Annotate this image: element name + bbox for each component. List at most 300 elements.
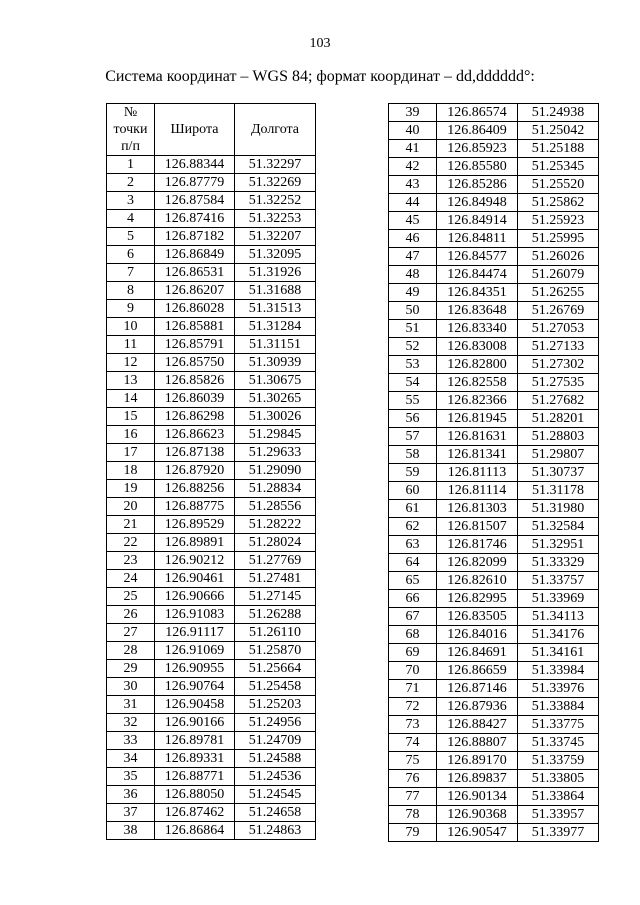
table-row — [389, 122, 599, 140]
latitude-cell: 126.84474 — [437, 266, 518, 284]
point-number-cell: 37 — [107, 804, 155, 822]
table-row — [107, 300, 316, 318]
longitude-cell: 51.27769 — [235, 552, 316, 570]
latitude-cell: 126.82610 — [437, 572, 518, 590]
point-number-cell: 22 — [107, 534, 155, 552]
point-number-cell: 73 — [389, 716, 437, 734]
header-number-word: точки — [113, 122, 148, 137]
table-row — [107, 624, 316, 642]
latitude-cell: 126.83505 — [437, 608, 518, 626]
latitude-cell: 126.82995 — [437, 590, 518, 608]
page-number: 103 — [309, 36, 331, 51]
longitude-cell: 51.34113 — [518, 608, 599, 626]
point-number-cell: 9 — [107, 300, 155, 318]
longitude-cell: 51.33329 — [518, 554, 599, 572]
latitude-cell: 126.84016 — [437, 626, 518, 644]
longitude-cell: 51.31513 — [235, 300, 316, 318]
header-number-abbr: п/п — [121, 139, 140, 154]
point-number-cell: 51 — [389, 320, 437, 338]
table-row — [389, 770, 599, 788]
table-row — [107, 354, 316, 372]
longitude-cell: 51.33976 — [518, 680, 599, 698]
point-number-cell: 43 — [389, 176, 437, 194]
point-number-cell: 48 — [389, 266, 437, 284]
longitude-cell: 51.32252 — [235, 192, 316, 210]
latitude-cell: 126.87584 — [155, 192, 235, 210]
point-number-cell: 16 — [107, 426, 155, 444]
point-number-cell: 74 — [389, 734, 437, 752]
point-number-cell: 52 — [389, 338, 437, 356]
point-number-cell: 12 — [107, 354, 155, 372]
longitude-cell: 51.33759 — [518, 752, 599, 770]
latitude-cell: 126.90461 — [155, 570, 235, 588]
point-number-cell: 17 — [107, 444, 155, 462]
point-number-cell: 64 — [389, 554, 437, 572]
table-row — [107, 444, 316, 462]
longitude-cell: 51.25345 — [518, 158, 599, 176]
latitude-cell: 126.84577 — [437, 248, 518, 266]
table-row — [389, 338, 599, 356]
table-row — [389, 752, 599, 770]
point-number-cell: 44 — [389, 194, 437, 212]
longitude-cell: 51.25870 — [235, 642, 316, 660]
longitude-cell: 51.31688 — [235, 282, 316, 300]
point-number-cell: 47 — [389, 248, 437, 266]
point-number-cell: 79 — [389, 824, 437, 842]
longitude-cell: 51.25520 — [518, 176, 599, 194]
point-number-cell: 77 — [389, 788, 437, 806]
table-row — [107, 228, 316, 246]
point-number-cell: 28 — [107, 642, 155, 660]
table-row — [107, 588, 316, 606]
point-number-cell: 54 — [389, 374, 437, 392]
latitude-cell: 126.90166 — [155, 714, 235, 732]
coordinates-table-left — [106, 103, 316, 840]
latitude-cell: 126.89891 — [155, 534, 235, 552]
latitude-cell: 126.83648 — [437, 302, 518, 320]
point-number-cell: 75 — [389, 752, 437, 770]
table-row — [107, 534, 316, 552]
longitude-cell: 51.31151 — [235, 336, 316, 354]
latitude-cell: 126.84914 — [437, 212, 518, 230]
table-row — [389, 554, 599, 572]
longitude-cell: 51.26255 — [518, 284, 599, 302]
latitude-cell: 126.84811 — [437, 230, 518, 248]
latitude-cell: 126.86659 — [437, 662, 518, 680]
table-row — [107, 552, 316, 570]
point-number-cell: 60 — [389, 482, 437, 500]
longitude-cell: 51.25923 — [518, 212, 599, 230]
table-row — [389, 410, 599, 428]
latitude-cell: 126.87146 — [437, 680, 518, 698]
longitude-cell: 51.28834 — [235, 480, 316, 498]
longitude-cell: 51.25042 — [518, 122, 599, 140]
longitude-cell: 51.27133 — [518, 338, 599, 356]
longitude-cell: 51.30737 — [518, 464, 599, 482]
longitude-cell: 51.24709 — [235, 732, 316, 750]
longitude-cell: 51.26026 — [518, 248, 599, 266]
table-row — [389, 428, 599, 446]
point-number-cell: 69 — [389, 644, 437, 662]
point-number-cell: 61 — [389, 500, 437, 518]
point-number-cell: 13 — [107, 372, 155, 390]
point-number-cell: 45 — [389, 212, 437, 230]
longitude-cell: 51.24658 — [235, 804, 316, 822]
latitude-cell: 126.83340 — [437, 320, 518, 338]
point-number-cell: 55 — [389, 392, 437, 410]
latitude-cell: 126.84691 — [437, 644, 518, 662]
point-number-cell: 65 — [389, 572, 437, 590]
point-number-cell: 26 — [107, 606, 155, 624]
point-number-cell: 67 — [389, 608, 437, 626]
point-number-cell: 42 — [389, 158, 437, 176]
latitude-cell: 126.89781 — [155, 732, 235, 750]
longitude-cell: 51.32253 — [235, 210, 316, 228]
point-number-cell: 72 — [389, 698, 437, 716]
longitude-cell: 51.33984 — [518, 662, 599, 680]
latitude-cell: 126.86039 — [155, 390, 235, 408]
point-number-cell: 7 — [107, 264, 155, 282]
longitude-cell: 51.29807 — [518, 446, 599, 464]
latitude-cell: 126.81113 — [437, 464, 518, 482]
table-row — [107, 462, 316, 480]
longitude-cell: 51.28222 — [235, 516, 316, 534]
point-number-cell: 53 — [389, 356, 437, 374]
point-number-cell: 10 — [107, 318, 155, 336]
latitude-cell: 126.88807 — [437, 734, 518, 752]
table-row — [107, 804, 316, 822]
latitude-cell: 126.87182 — [155, 228, 235, 246]
table-row — [389, 518, 599, 536]
latitude-cell: 126.90547 — [437, 824, 518, 842]
longitude-cell: 51.33805 — [518, 770, 599, 788]
longitude-cell: 51.30026 — [235, 408, 316, 426]
header-latitude: Широта — [155, 104, 235, 156]
point-number-cell: 62 — [389, 518, 437, 536]
point-number-cell: 34 — [107, 750, 155, 768]
point-number-cell: 35 — [107, 768, 155, 786]
point-number-cell: 41 — [389, 140, 437, 158]
table-row — [107, 426, 316, 444]
latitude-cell: 126.81631 — [437, 428, 518, 446]
latitude-cell: 126.82099 — [437, 554, 518, 572]
point-number-cell: 24 — [107, 570, 155, 588]
table-row — [107, 192, 316, 210]
table-row — [389, 212, 599, 230]
longitude-cell: 51.26769 — [518, 302, 599, 320]
latitude-cell: 126.87936 — [437, 698, 518, 716]
table-row — [107, 372, 316, 390]
longitude-cell: 51.28556 — [235, 498, 316, 516]
table-row — [389, 590, 599, 608]
longitude-cell: 51.31178 — [518, 482, 599, 500]
point-number-cell: 6 — [107, 246, 155, 264]
table-row — [107, 174, 316, 192]
latitude-cell: 126.89170 — [437, 752, 518, 770]
header-point-number — [107, 104, 155, 156]
latitude-cell: 126.81341 — [437, 446, 518, 464]
longitude-cell: 51.24938 — [518, 104, 599, 122]
longitude-cell: 51.33977 — [518, 824, 599, 842]
table-row — [107, 336, 316, 354]
table-row — [389, 356, 599, 374]
table-row — [107, 696, 316, 714]
latitude-cell: 126.88427 — [437, 716, 518, 734]
latitude-cell: 126.86207 — [155, 282, 235, 300]
latitude-cell: 126.88771 — [155, 768, 235, 786]
longitude-cell: 51.25862 — [518, 194, 599, 212]
longitude-cell: 51.24536 — [235, 768, 316, 786]
table-row — [107, 516, 316, 534]
longitude-cell: 51.31926 — [235, 264, 316, 282]
table-row — [389, 572, 599, 590]
table-row — [389, 302, 599, 320]
point-number-cell: 8 — [107, 282, 155, 300]
longitude-cell: 51.25188 — [518, 140, 599, 158]
latitude-cell: 126.82366 — [437, 392, 518, 410]
table-row — [389, 716, 599, 734]
point-number-cell: 2 — [107, 174, 155, 192]
table-row — [389, 608, 599, 626]
latitude-cell: 126.88344 — [155, 156, 235, 174]
point-number-cell: 66 — [389, 590, 437, 608]
table-row — [389, 248, 599, 266]
longitude-cell: 51.27302 — [518, 356, 599, 374]
table-row — [389, 500, 599, 518]
latitude-cell: 126.90368 — [437, 806, 518, 824]
point-number-cell: 14 — [107, 390, 155, 408]
longitude-cell: 51.27535 — [518, 374, 599, 392]
point-number-cell: 63 — [389, 536, 437, 554]
latitude-cell: 126.81746 — [437, 536, 518, 554]
table-header-row — [107, 104, 316, 156]
longitude-cell: 51.25664 — [235, 660, 316, 678]
latitude-cell: 126.90955 — [155, 660, 235, 678]
longitude-cell: 51.28803 — [518, 428, 599, 446]
table-row — [389, 680, 599, 698]
latitude-cell: 126.85580 — [437, 158, 518, 176]
table-row — [389, 824, 599, 842]
point-number-cell: 71 — [389, 680, 437, 698]
point-number-cell: 58 — [389, 446, 437, 464]
longitude-cell: 51.26079 — [518, 266, 599, 284]
longitude-cell: 51.33864 — [518, 788, 599, 806]
longitude-cell: 51.26110 — [235, 624, 316, 642]
latitude-cell: 126.85750 — [155, 354, 235, 372]
longitude-cell: 51.28024 — [235, 534, 316, 552]
longitude-cell: 51.33757 — [518, 572, 599, 590]
table-row — [389, 374, 599, 392]
latitude-cell: 126.85286 — [437, 176, 518, 194]
latitude-cell: 126.90764 — [155, 678, 235, 696]
point-number-cell: 33 — [107, 732, 155, 750]
longitude-cell: 51.27682 — [518, 392, 599, 410]
latitude-cell: 126.89837 — [437, 770, 518, 788]
table-row — [107, 282, 316, 300]
latitude-cell: 126.90666 — [155, 588, 235, 606]
table-row — [107, 156, 316, 174]
longitude-cell: 51.28201 — [518, 410, 599, 428]
point-number-cell: 31 — [107, 696, 155, 714]
point-number-cell: 38 — [107, 822, 155, 840]
longitude-cell: 51.29845 — [235, 426, 316, 444]
latitude-cell: 126.91083 — [155, 606, 235, 624]
point-number-cell: 5 — [107, 228, 155, 246]
longitude-cell: 51.31980 — [518, 500, 599, 518]
longitude-cell: 51.30675 — [235, 372, 316, 390]
longitude-cell: 51.32095 — [235, 246, 316, 264]
point-number-cell: 76 — [389, 770, 437, 788]
coordinate-system-caption: Система координат – WGS 84; формат координат – dd,dddddd°: — [105, 68, 535, 85]
table-row — [107, 786, 316, 804]
point-number-cell: 23 — [107, 552, 155, 570]
point-number-cell: 27 — [107, 624, 155, 642]
latitude-cell: 126.89529 — [155, 516, 235, 534]
latitude-cell: 126.86623 — [155, 426, 235, 444]
longitude-cell: 51.32269 — [235, 174, 316, 192]
table-row — [107, 408, 316, 426]
latitude-cell: 126.82800 — [437, 356, 518, 374]
table-row — [389, 806, 599, 824]
point-number-cell: 32 — [107, 714, 155, 732]
point-number-cell: 25 — [107, 588, 155, 606]
point-number-cell: 70 — [389, 662, 437, 680]
latitude-cell: 126.88050 — [155, 786, 235, 804]
table-row — [389, 662, 599, 680]
latitude-cell: 126.84948 — [437, 194, 518, 212]
latitude-cell: 126.85881 — [155, 318, 235, 336]
table-row — [107, 606, 316, 624]
latitude-cell: 126.87779 — [155, 174, 235, 192]
longitude-cell: 51.30265 — [235, 390, 316, 408]
latitude-cell: 126.85791 — [155, 336, 235, 354]
table-row — [389, 104, 599, 122]
table-row — [107, 822, 316, 840]
point-number-cell: 1 — [107, 156, 155, 174]
longitude-cell: 51.33969 — [518, 590, 599, 608]
longitude-cell: 51.30939 — [235, 354, 316, 372]
table-row — [389, 446, 599, 464]
latitude-cell: 126.86298 — [155, 408, 235, 426]
table-row — [389, 194, 599, 212]
longitude-cell: 51.34161 — [518, 644, 599, 662]
table-row — [107, 246, 316, 264]
table-row — [389, 284, 599, 302]
longitude-cell: 51.26288 — [235, 606, 316, 624]
point-number-cell: 3 — [107, 192, 155, 210]
latitude-cell: 126.82558 — [437, 374, 518, 392]
latitude-cell: 126.88775 — [155, 498, 235, 516]
table-row — [107, 768, 316, 786]
longitude-cell: 51.31284 — [235, 318, 316, 336]
longitude-cell: 51.33884 — [518, 698, 599, 716]
latitude-cell: 126.81303 — [437, 500, 518, 518]
table-row — [389, 140, 599, 158]
table-row — [107, 390, 316, 408]
table-row — [389, 158, 599, 176]
longitude-cell: 51.34176 — [518, 626, 599, 644]
point-number-cell: 20 — [107, 498, 155, 516]
table-row — [389, 230, 599, 248]
latitude-cell: 126.87416 — [155, 210, 235, 228]
longitude-cell: 51.32297 — [235, 156, 316, 174]
coordinates-table-right — [388, 103, 599, 842]
table-row — [389, 734, 599, 752]
table-row — [389, 626, 599, 644]
table-row — [389, 482, 599, 500]
table-row — [107, 714, 316, 732]
longitude-cell: 51.33745 — [518, 734, 599, 752]
table-row — [107, 678, 316, 696]
longitude-cell: 51.27481 — [235, 570, 316, 588]
point-number-cell: 50 — [389, 302, 437, 320]
point-number-cell: 40 — [389, 122, 437, 140]
table-row — [389, 320, 599, 338]
table-row — [107, 498, 316, 516]
point-number-cell: 59 — [389, 464, 437, 482]
latitude-cell: 126.89331 — [155, 750, 235, 768]
latitude-cell: 126.85826 — [155, 372, 235, 390]
longitude-cell: 51.33957 — [518, 806, 599, 824]
latitude-cell: 126.83008 — [437, 338, 518, 356]
latitude-cell: 126.86849 — [155, 246, 235, 264]
longitude-cell: 51.32584 — [518, 518, 599, 536]
latitude-cell: 126.87462 — [155, 804, 235, 822]
table-row — [389, 176, 599, 194]
longitude-cell: 51.27145 — [235, 588, 316, 606]
header-number-sign: № — [123, 105, 138, 120]
latitude-cell: 126.81114 — [437, 482, 518, 500]
point-number-cell: 57 — [389, 428, 437, 446]
table-row — [107, 732, 316, 750]
longitude-cell: 51.27053 — [518, 320, 599, 338]
table-row — [107, 642, 316, 660]
latitude-cell: 126.81945 — [437, 410, 518, 428]
table-row — [107, 570, 316, 588]
longitude-cell: 51.24956 — [235, 714, 316, 732]
point-number-cell: 18 — [107, 462, 155, 480]
longitude-cell: 51.29633 — [235, 444, 316, 462]
latitude-cell: 126.87138 — [155, 444, 235, 462]
point-number-cell: 4 — [107, 210, 155, 228]
latitude-cell: 126.86409 — [437, 122, 518, 140]
point-number-cell: 56 — [389, 410, 437, 428]
point-number-cell: 68 — [389, 626, 437, 644]
latitude-cell: 126.90212 — [155, 552, 235, 570]
table-row — [107, 660, 316, 678]
table-row — [389, 266, 599, 284]
latitude-cell: 126.86028 — [155, 300, 235, 318]
point-number-cell: 49 — [389, 284, 437, 302]
latitude-cell: 126.86864 — [155, 822, 235, 840]
longitude-cell: 51.32207 — [235, 228, 316, 246]
point-number-cell: 19 — [107, 480, 155, 498]
latitude-cell: 126.88256 — [155, 480, 235, 498]
table-row — [389, 644, 599, 662]
table-row — [107, 264, 316, 282]
table-row — [107, 210, 316, 228]
latitude-cell: 126.91069 — [155, 642, 235, 660]
latitude-cell: 126.87920 — [155, 462, 235, 480]
longitude-cell: 51.25203 — [235, 696, 316, 714]
table-row — [389, 698, 599, 716]
longitude-cell: 51.33775 — [518, 716, 599, 734]
longitude-cell: 51.24545 — [235, 786, 316, 804]
header-longitude: Долгота — [235, 104, 316, 156]
table-row — [389, 392, 599, 410]
longitude-cell: 51.25458 — [235, 678, 316, 696]
point-number-cell: 30 — [107, 678, 155, 696]
